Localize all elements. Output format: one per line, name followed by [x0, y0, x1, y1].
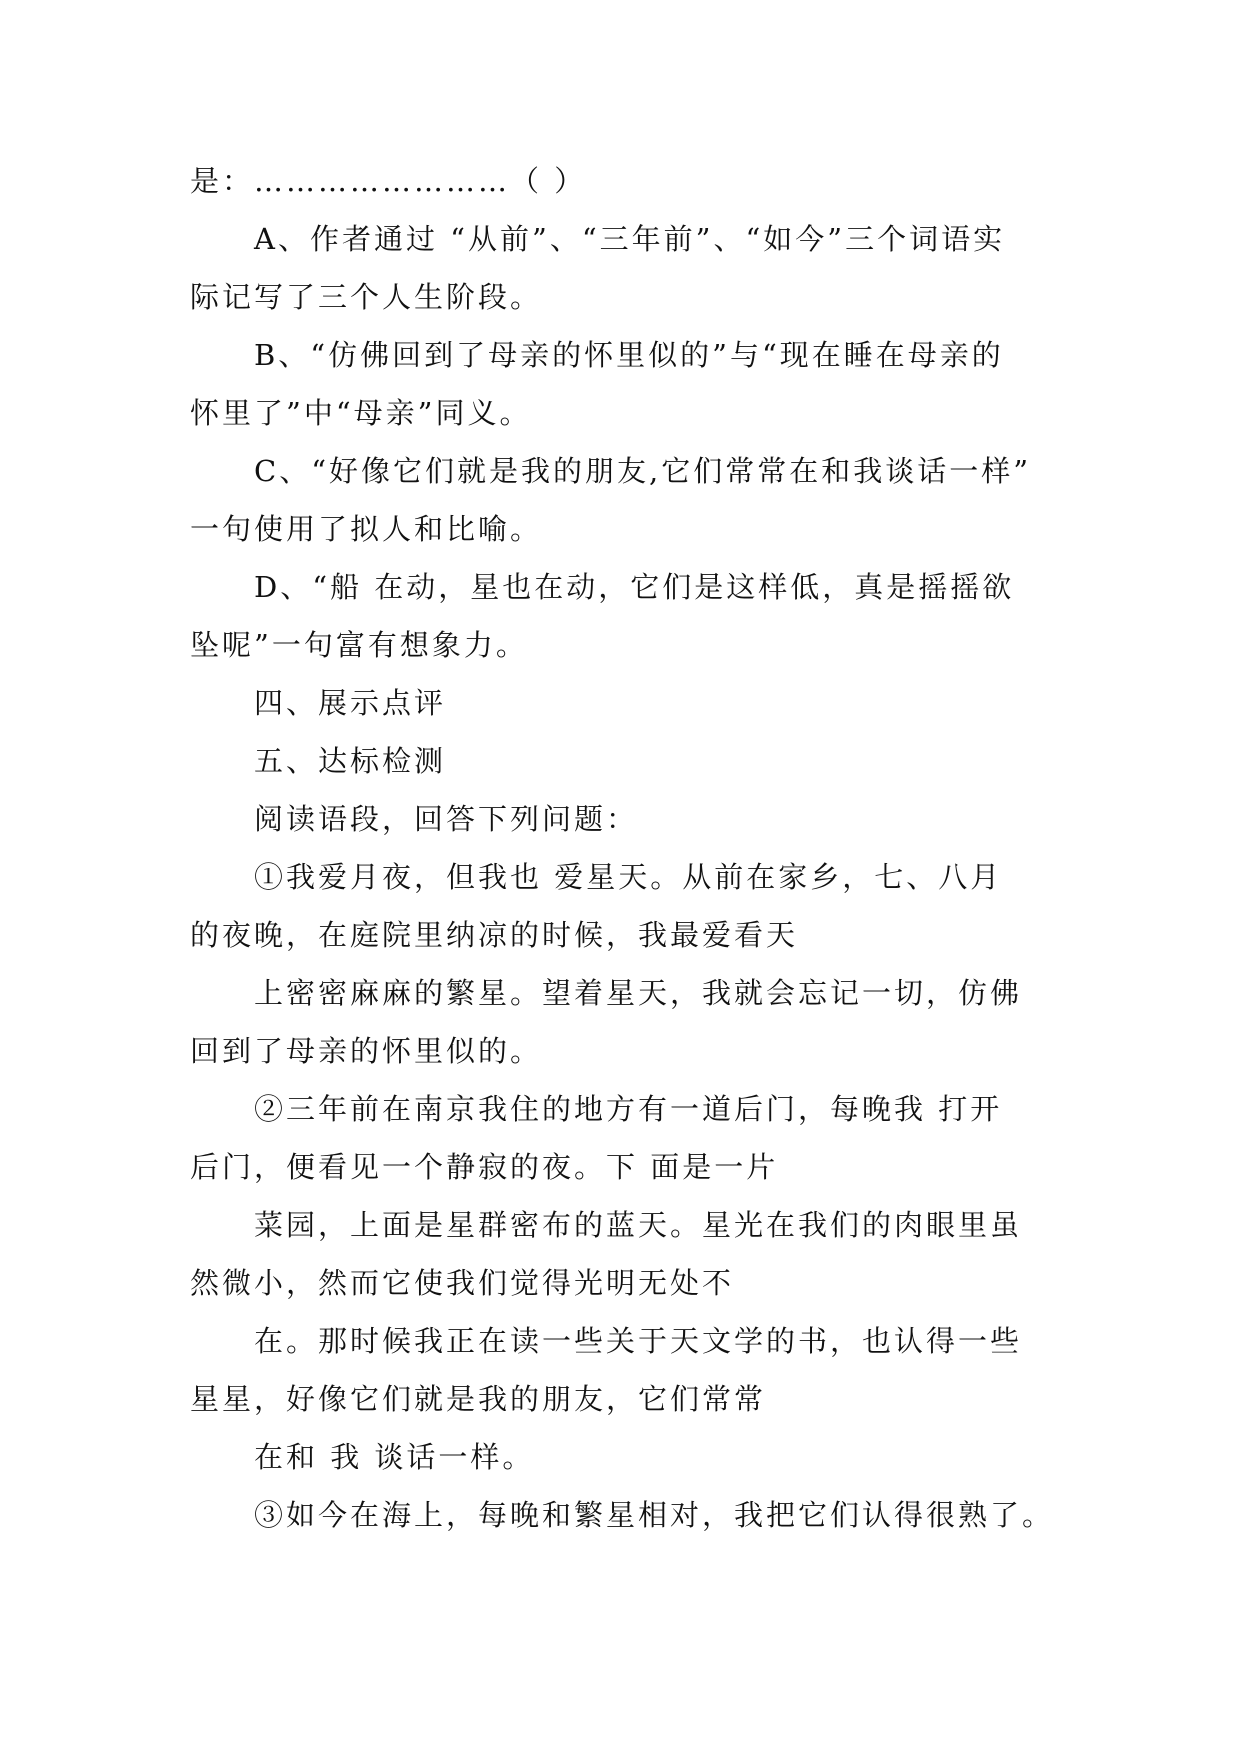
- text-line: 阅读语段，回答下列问题：: [254, 802, 639, 836]
- text-line: 星星，好像它们就是我的朋友，它们常常: [190, 1382, 767, 1416]
- text-line: 回到了母亲的怀里似的。: [190, 1034, 543, 1068]
- text-line: ①我爱月夜，但我也 爱星天。从前在家乡，七、八月: [254, 860, 1003, 894]
- text-line: A、作者通过 “从前”、“三年前”、“如今”三个词语实: [254, 222, 1006, 256]
- text-line: 五、达标检测: [254, 744, 447, 778]
- text-line: 的夜晚，在庭院里纳凉的时候，我最爱看天: [190, 918, 799, 952]
- text-line: 在。那时候我正在读一些关于天文学的书，也认得一些: [254, 1324, 1023, 1358]
- text-line: 在和 我 谈话一样。: [254, 1440, 535, 1474]
- text-line: 际记写了三个人生阶段。: [190, 280, 543, 314]
- text-line: 怀里了”中“母亲”同义。: [190, 396, 532, 430]
- text-line: 一句使用了拟人和比喻。: [190, 512, 543, 546]
- text-line: 菜园，上面是星群密布的蓝天。星光在我们的肉眼里虽: [254, 1208, 1023, 1242]
- text-line: ③如今在海上，每晚和繁星相对，我把它们认得很熟了。: [254, 1498, 1055, 1532]
- text-line: 然微小，然而它使我们觉得光明无处不: [190, 1266, 735, 1300]
- text-line: 上密密麻麻的繁星。望着星天，我就会忘记一切，仿佛: [254, 976, 1023, 1010]
- text-line: ②三年前在南京我住的地方有一道后门，每晚我 打开: [254, 1092, 1003, 1126]
- text-line: 后门，便看见一个静寂的夜。下 面是一片: [190, 1150, 779, 1184]
- text-body: [190, 152, 1070, 1544]
- text-line: C、“好像它们就是我的朋友,它们常常在和我谈话一样”: [254, 454, 1032, 488]
- text-line: 四、展示点评: [254, 686, 447, 720]
- text-line: 坠呢”一句富有想象力。: [190, 628, 528, 662]
- text-line: B、“仿佛回到了母亲的怀里似的”与“现在睡在母亲的: [254, 338, 1004, 372]
- text-line: 是：……………………（ ）: [190, 164, 587, 198]
- text-line: D、“船 在动，星也在动，它们是这样低，真是摇摇欲: [254, 570, 1015, 604]
